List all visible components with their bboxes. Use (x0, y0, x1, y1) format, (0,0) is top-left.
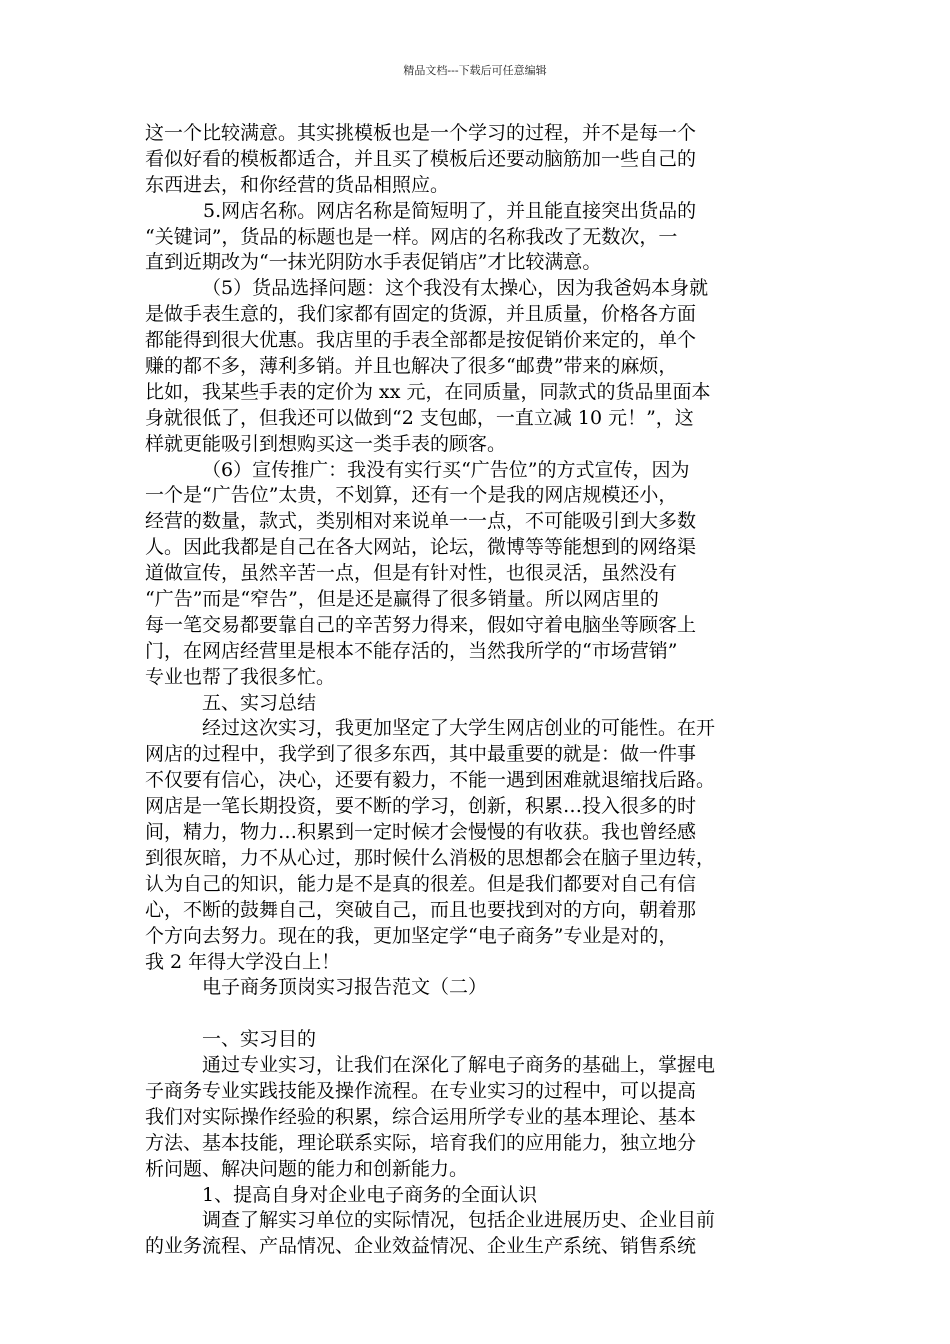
text-line: 网店的过程中，我学到了很多东西，其中最重要的就是：做一件事 (145, 743, 697, 766)
text-line: 经过这次实习，我更加坚定了大学生网店创业的可能性。在开 (202, 717, 716, 740)
page-header: 精品文档---下载后可任意编辑 (403, 64, 547, 77)
text-line: 东西进去，和你经营的货品相照应。 (145, 173, 450, 196)
text-line: 5.网店名称。网店名称是简短明了，并且能直接突出货品的 (203, 199, 697, 222)
text-line: “关键词”，货品的标题也是一样。网店的名称我改了无数次，一 (145, 225, 678, 248)
text-line: 一个是“广告位”太贵，不划算，还有一个是我的网店规模还小， (145, 484, 678, 507)
text-line: 网店是一笔长期投资，要不断的学习，创新，积累…投入很多的时 (145, 795, 697, 818)
blank-line (145, 1001, 810, 1027)
text-line: 心，不断的鼓舞自己，突破自己，而且也要找到对的方向，朝着那 (145, 898, 697, 921)
text-line: 身就很低了，但我还可以做到“2 支包邮，一直立减 10 元！”，这 (145, 406, 694, 429)
section-heading: 一、实习目的 (202, 1028, 317, 1051)
text-line: （5）货品选择问题：这个我没有太操心，因为我爸妈本身就 (202, 277, 709, 300)
text-line: 个方向去努力。现在的我，更加坚定学“电子商务”专业是对的， (145, 924, 678, 947)
text-line: 看似好看的模板都适合，并且买了模板后还要动脑筋加一些自己的 (145, 147, 697, 170)
text-line: 我们对实际操作经验的积累，综合运用所学专业的基本理论、基本 (145, 1105, 697, 1128)
text-line: 专业也帮了我很多忙。 (145, 665, 336, 688)
subsection-heading: 1、提高自身对企业电子商务的全面认识 (202, 1183, 538, 1206)
text-line: 道做宣传，虽然辛苦一点，但是有针对性，也很灵活，虽然没有 (145, 562, 678, 585)
text-line: 都能得到很大优惠。我店里的手表全部都是按促销价来定的，单个 (145, 329, 697, 352)
text-line: 通过专业实习，让我们在深化了解电子商务的基础上，掌握电 (202, 1054, 716, 1077)
text-line: 调查了解实习单位的实际情况，包括企业进展历史、企业目前 (202, 1209, 716, 1232)
text-line: 到很灰暗，力不从心过，那时候什么消极的思想都会在脑子里边转， (145, 846, 716, 869)
text-line: 人。因此我都是自己在各大网站，论坛，微博等等能想到的网络渠 (145, 536, 697, 559)
text-line: 子商务专业实践技能及操作流程。在专业实习的过程中，可以提高 (145, 1079, 697, 1102)
text-line: 每一笔交易都要靠自己的辛苦努力得来，假如守着电脑坐等顾客上 (145, 613, 697, 636)
text-line: 方法、基本技能，理论联系实际，培育我们的应用能力，独立地分 (145, 1131, 697, 1154)
text-line: 赚的都不多，薄利多销。并且也解决了很多“邮费”带来的麻烦， (145, 355, 678, 378)
document-title: 电子商务顶岗实习报告范文（二） (202, 976, 488, 999)
text-line: 经营的数量，款式，类别相对来说单一一点，不可能吸引到大多数 (145, 510, 697, 533)
text-line: 这一个比较满意。其实挑模板也是一个学习的过程，并不是每一个 (145, 122, 697, 144)
text-line: 样就更能吸引到想购买这一类手表的顾客。 (145, 432, 507, 455)
text-line: 不仅要有信心，决心，还要有毅力，不能一遇到困难就退缩找后路。 (145, 769, 716, 792)
text-line: 间，精力，物力…积累到一定时候才会慢慢的有收获。我也曾经感 (145, 821, 697, 844)
text-line: “广告”而是“窄告”，但是还是赢得了很多销量。所以网店里的 (145, 588, 659, 611)
text-line: 比如，我某些手表的定价为 xx 元，在同质量，同款式的货品里面本 (145, 380, 711, 403)
text-line: 是做手表生意的，我们家都有固定的货源，并且质量，价格各方面 (145, 303, 697, 326)
document-body (145, 121, 810, 1260)
text-line: 析问题、解决问题的能力和创新能力。 (145, 1157, 469, 1180)
text-line: 认为自己的知识，能力是不是真的很差。但是我们都要对自己有信 (145, 872, 697, 895)
text-line: 直到近期改为“一抹光阴防水手表促销店”才比较满意。 (145, 251, 602, 274)
text-line: （6）宣传推广：我没有实行买“广告位”的方式宣传，因为 (202, 458, 690, 481)
text-line: 的业务流程、产品情况、企业效益情况、企业生产系统、销售系统 (145, 1235, 697, 1258)
section-heading: 五、实习总结 (202, 691, 317, 714)
text-line: 我 2 年得大学没白上！ (145, 950, 341, 973)
text-line: 门，在网店经营里是根本不能存活的，当然我所学的“市场营销” (145, 639, 678, 662)
